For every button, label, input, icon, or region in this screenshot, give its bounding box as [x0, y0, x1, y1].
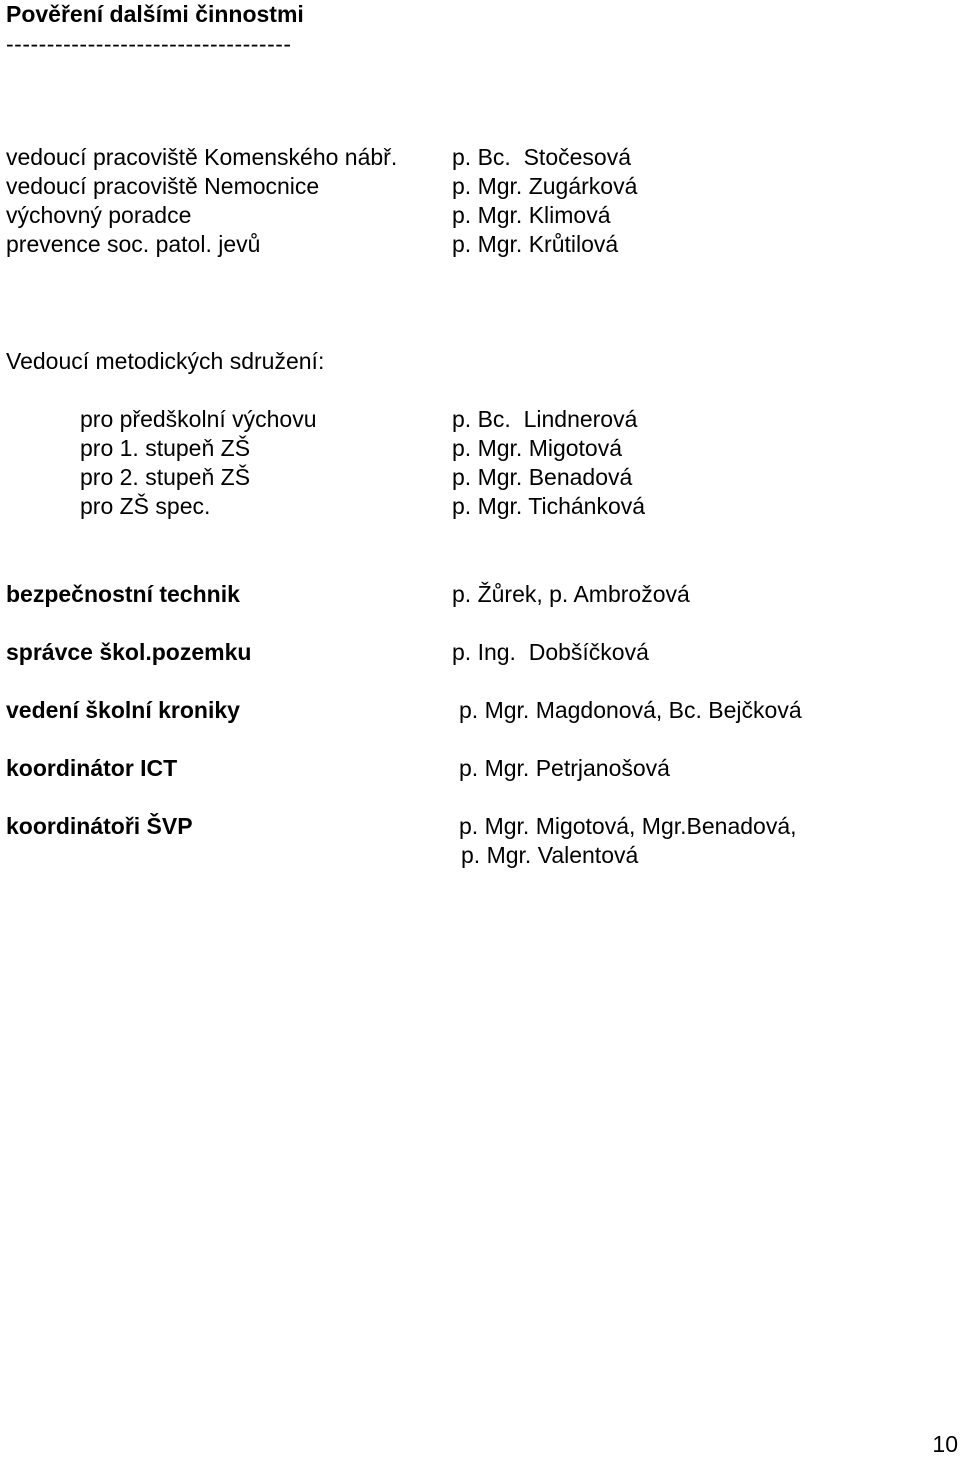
assignment-role: prevence soc. patol. jevů	[6, 231, 261, 257]
other-person: p. Žůrek, p. Ambrožová	[452, 581, 690, 607]
assignment-role: vedoucí pracoviště Nemocnice	[6, 173, 320, 199]
assignment-person: p. Mgr. Zugárková	[452, 173, 638, 199]
methodical-person: p. Mgr. Tichánková	[452, 493, 646, 519]
other-person: p. Mgr. Petrjanošová	[459, 755, 670, 781]
other-person: p. Mgr. Magdonová, Bc. Bejčková	[459, 697, 802, 723]
other-role: vedení školní kroniky	[6, 697, 240, 723]
title-underline: -----------------------------------	[6, 31, 292, 57]
assignment-person: p. Bc. Stočesová	[452, 144, 631, 170]
methodical-person: p. Mgr. Migotová	[452, 435, 623, 461]
methodical-role: pro ZŠ spec.	[80, 493, 211, 519]
other-role: koordinátoři ŠVP	[6, 813, 193, 839]
other-role: správce škol.pozemku	[6, 639, 252, 665]
methodical-person: p. Bc. Lindnerová	[452, 406, 638, 432]
other-person-continued: p. Mgr. Valentová	[461, 842, 639, 868]
other-role: bezpečnostní technik	[6, 581, 240, 607]
methodical-person: p. Mgr. Benadová	[452, 464, 633, 490]
methodical-role: pro předškolní výchovu	[80, 406, 317, 432]
methodical-heading: Vedoucí metodických sdružení:	[6, 348, 325, 374]
other-role: koordinátor ICT	[6, 755, 178, 781]
methodical-role: pro 2. stupeň ZŠ	[80, 464, 251, 490]
page-title: Pověření dalšími činnostmi	[6, 1, 304, 27]
assignment-role: vedoucí pracoviště Komenského nábř.	[6, 144, 398, 170]
other-person: p. Mgr. Migotová, Mgr.Benadová,	[459, 813, 797, 839]
assignment-person: p. Mgr. Klimová	[452, 202, 611, 228]
assignment-role: výchovný poradce	[6, 202, 192, 228]
methodical-role: pro 1. stupeň ZŠ	[80, 435, 251, 461]
assignment-person: p. Mgr. Krůtilová	[452, 231, 619, 257]
page-number: 10	[932, 1431, 958, 1457]
other-person: p. Ing. Dobšíčková	[452, 639, 649, 665]
